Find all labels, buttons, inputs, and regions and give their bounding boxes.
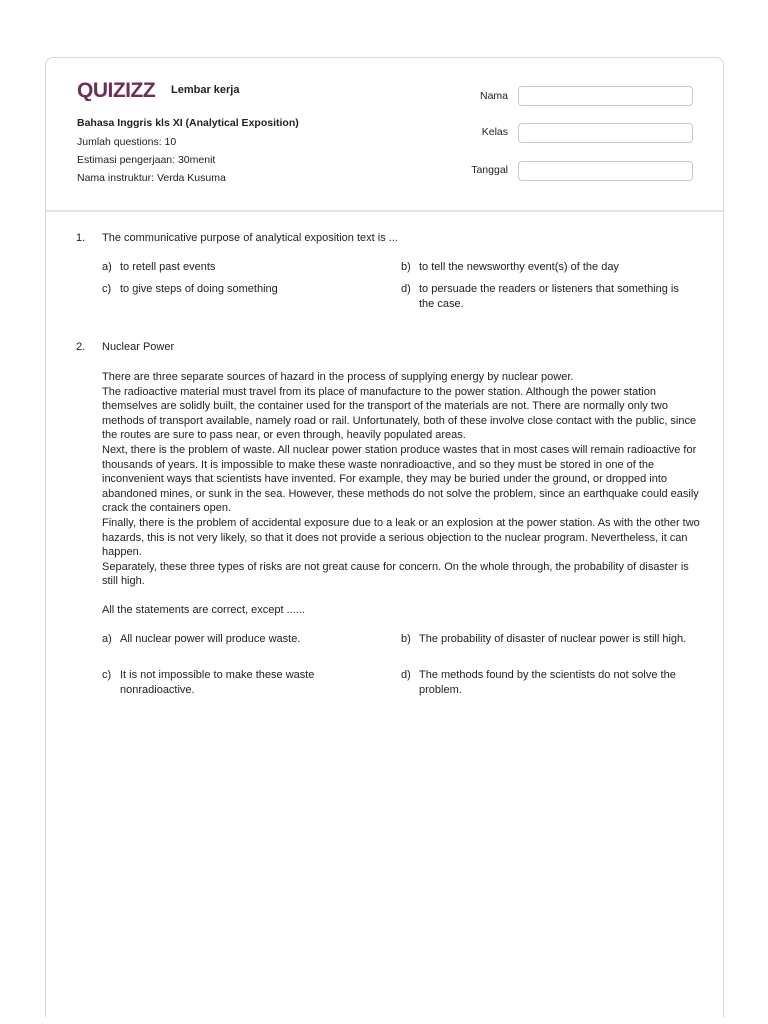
option-text: It is not impossible to make these waste nonradioactive. (120, 669, 315, 696)
option-a[interactable] (102, 260, 392, 275)
date-label: Tanggal (471, 164, 508, 176)
option-letter: a) (102, 633, 112, 645)
instructor-name: Nama instruktur: Verda Kusuma (77, 172, 226, 184)
logo-subtitle: Lembar kerja (171, 84, 240, 96)
question-number: 1. (76, 232, 86, 244)
question-title: Nuclear Power (102, 341, 175, 353)
class-field[interactable] (518, 123, 693, 143)
passage-paragraph: Separately, these three types of risks are not great cause for concern. On the whole through, the probability of disaster is still high. (102, 560, 689, 588)
option-letter: b) (401, 633, 411, 645)
option-letter: d) (401, 283, 411, 295)
option-text: The probability of disaster of nuclear power is still high. (419, 633, 687, 645)
passage-paragraph: Finally, there is the problem of accidental exposure due to a leak or an explosion at the power station. As with the other two hazards, this is not very likely, so that it does not provide a serious objection to the nuclear program. Nevertheless, it can happen. (102, 516, 700, 559)
question-count: Jumlah questions: 10 (77, 136, 177, 148)
passage-paragraph: Next, there is the problem of waste. All nuclear power station produce wastes that in most cases will remain radioactive for thousands of years. It is impossible to make these waste nonradioactive, and so they must be stored in one of the inconvenient ways that scientists have invented. For example, they may be buried under the ground, or dropped into abandoned mines, or sunk in the sea. However, these methods do not solve the problem, since an earthquake could easily crack the containers open. (102, 443, 699, 515)
worksheet-page (45, 57, 724, 1017)
worksheet-header (46, 58, 723, 212)
reading-passage (102, 370, 702, 589)
option-letter: d) (401, 669, 411, 681)
name-field[interactable] (518, 86, 693, 106)
option-d[interactable] (401, 282, 691, 311)
quizizz-logo-mark (77, 79, 165, 101)
option-b[interactable] (401, 260, 691, 275)
option-letter: c) (102, 669, 112, 681)
option-text: All nuclear power will produce waste. (120, 633, 301, 645)
worksheet-title: Bahasa Inggris kls XI (Analytical Exposition) (77, 117, 299, 129)
option-letter: c) (102, 283, 112, 295)
option-c[interactable] (102, 668, 342, 697)
option-text: The methods found by the scientists do not solve the problem. (419, 669, 676, 696)
option-text: to give steps of doing something (120, 283, 278, 295)
question-number: 2. (76, 341, 86, 353)
option-text: to persuade the readers or listeners that something is the case. (419, 283, 679, 310)
option-c[interactable] (102, 282, 392, 297)
option-a[interactable] (102, 632, 392, 647)
option-d[interactable] (401, 668, 691, 697)
option-text: to tell the newsworthy event(s) of the day (419, 261, 619, 273)
option-letter: a) (102, 261, 112, 273)
option-text: to retell past events (120, 261, 216, 273)
logo-wordmark: QUIZIZZ (77, 79, 156, 101)
option-b[interactable] (401, 632, 691, 647)
question-prompt: All the statements are correct, except ...... (102, 604, 305, 616)
date-field[interactable] (518, 161, 693, 181)
option-letter: b) (401, 261, 411, 273)
question-prompt: The communicative purpose of analytical exposition text is ... (102, 232, 398, 244)
name-label: Nama (479, 90, 508, 102)
passage-paragraph: There are three separate sources of hazard in the process of supplying energy by nuclear power. (102, 371, 574, 383)
class-label: Kelas (481, 126, 508, 138)
time-estimate: Estimasi pengerjaan: 30menit (77, 154, 216, 166)
passage-paragraph: The radioactive material must travel from its place of manufacture to the power station. Although the power station themselves are solidly built, the container used for the transport of the materials are not. There are normally only two methods of transport available, namely road or rail. Unfortunately, both of these involve close contact with the public, since the routes are sure to pass near, or even through, heavily populated areas. (102, 385, 697, 442)
quizizz-logo (77, 79, 239, 101)
